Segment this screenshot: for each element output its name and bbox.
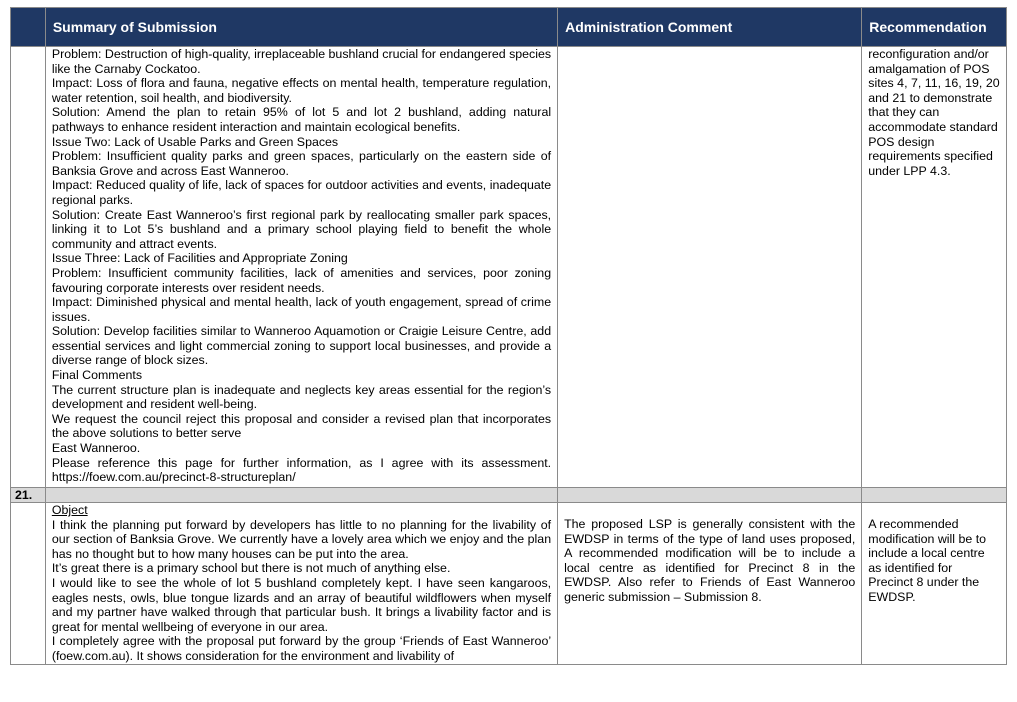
summary-line: I would like to see the whole of lot 5 bushland completely kept. I have seen kangaroos, eagles nests, owls, blue tongue lizards and an array of beautiful wildflowers when myself and my partner have walked through that particular bush. It brings a livability factor and is great for mental wellbeing of everyone in our area.	[51, 575, 552, 634]
submissions-table	[10, 7, 1007, 665]
separator-cell	[558, 488, 862, 503]
summary-line: East Wanneroo.	[51, 441, 141, 456]
summary-line: Issue Three: Lack of Facilities and Appropriate Zoning	[51, 251, 348, 266]
summary-line: Impact: Loss of flora and fauna, negative effects on mental health, temperature regulation, water retention, soil health, and biodiversity.	[51, 76, 552, 105]
table-row-continued	[11, 47, 1007, 488]
summary-line: I think the planning put forward by developers has little to no planning for the livability of our section of Banksia Grove. We currently have a lovely area which we enjoy and the plan has no thought but to how many houses can be put into the area.	[51, 517, 552, 561]
admin-comment-cell-continued	[558, 47, 862, 488]
header-number	[11, 8, 46, 47]
row-number-cell	[11, 503, 46, 665]
separator-cell	[45, 488, 557, 503]
summary-line: Please reference this page for further information, as I agree with its assessment. https://foew.com.au/precinct-8-structureplan/	[51, 455, 552, 485]
recommendation-text: A recommended modification will be to include a local centre as identified for Precinct 8 under the EWDSP.	[868, 517, 987, 604]
separator-cell	[862, 488, 1007, 503]
summary-line: Impact: Reduced quality of life, lack of spaces for outdoor activities and events, inadequate regional parks.	[51, 178, 552, 207]
submission-number-row	[11, 488, 1007, 503]
table-row-submission-21	[11, 503, 1007, 665]
submission-number: 21.	[11, 488, 46, 503]
summary-line: Problem: Destruction of high-quality, irreplaceable bushland crucial for endangered species like the Carnaby Cockatoo.	[51, 47, 552, 76]
header-recommendation: Recommendation	[862, 8, 1007, 47]
summary-line: We request the council reject this proposal and consider a revised plan that incorporates the above solutions to better serve	[51, 411, 552, 441]
summary-line: Issue Two: Lack of Usable Parks and Green Spaces	[51, 134, 339, 149]
summary-line: Problem: Insufficient quality parks and green spaces, particularly on the eastern side of Banksia Grove and across East Wanneroo.	[51, 149, 552, 178]
recommendation-cell-21	[862, 503, 1007, 665]
summary-line: The current structure plan is inadequate and neglects key areas essential for the region’s development and resident well-being.	[51, 382, 552, 412]
summary-line: Problem: Insufficient community facilities, lack of amenities and services, poor zoning favouring corporate interests over resident needs.	[51, 265, 552, 295]
header-admin-comment: Administration Comment	[558, 8, 862, 47]
summary-line: Solution: Develop facilities similar to Wanneroo Aquamotion or Craigie Leisure Centre, add essential services and light commercial zoning to support local businesses, and provide a diverse range of block sizes.	[51, 324, 552, 368]
summary-cell-21	[45, 503, 557, 665]
summary-line: Solution: Create East Wanneroo’s first regional park by reallocating smaller park spaces, linking it to Lot 5’s bushland and a primary school playing field to benefit the whole community and attract events.	[51, 207, 552, 251]
summary-line: It’s great there is a primary school but there is not much of anything else.	[51, 561, 451, 576]
summary-line: Solution: Amend the plan to retain 95% of lot 5 and lot 2 bushland, adding natural pathways to enhance resident interaction and maintain ecological benefits.	[51, 105, 552, 134]
recommendation-text: reconfiguration and/or amalgamation of POS sites 4, 7, 11, 16, 19, 20 and 21 to demonstrate that they can accommodate standard POS design requirements specified under LPP 4.3.	[868, 47, 1000, 178]
summary-line: Impact: Diminished physical and mental health, lack of youth engagement, spread of crime issues.	[51, 295, 552, 324]
table-header-row	[11, 8, 1007, 47]
admin-comment-cell-21	[558, 503, 862, 665]
summary-line: Final Comments	[51, 368, 143, 383]
summary-line: I completely agree with the proposal put forward by the group ‘Friends of East Wanneroo’ (foew.com.au). It shows consideration for the environment and livability of	[51, 634, 552, 663]
recommendation-cell-continued	[862, 47, 1007, 488]
header-summary: Summary of Submission	[45, 8, 557, 47]
summary-cell-continued	[45, 47, 557, 488]
summary-heading-object: Object	[51, 503, 88, 517]
row-number-cell	[11, 47, 46, 488]
admin-comment-text: The proposed LSP is generally consistent with the EWDSP in terms of the type of land uses proposed, A recommended modification will be to include a local centre as identified for Precinct 8 in the EWDSP. Also refer to Friends of East Wanneroo generic submission – Submission 8.	[564, 517, 856, 604]
